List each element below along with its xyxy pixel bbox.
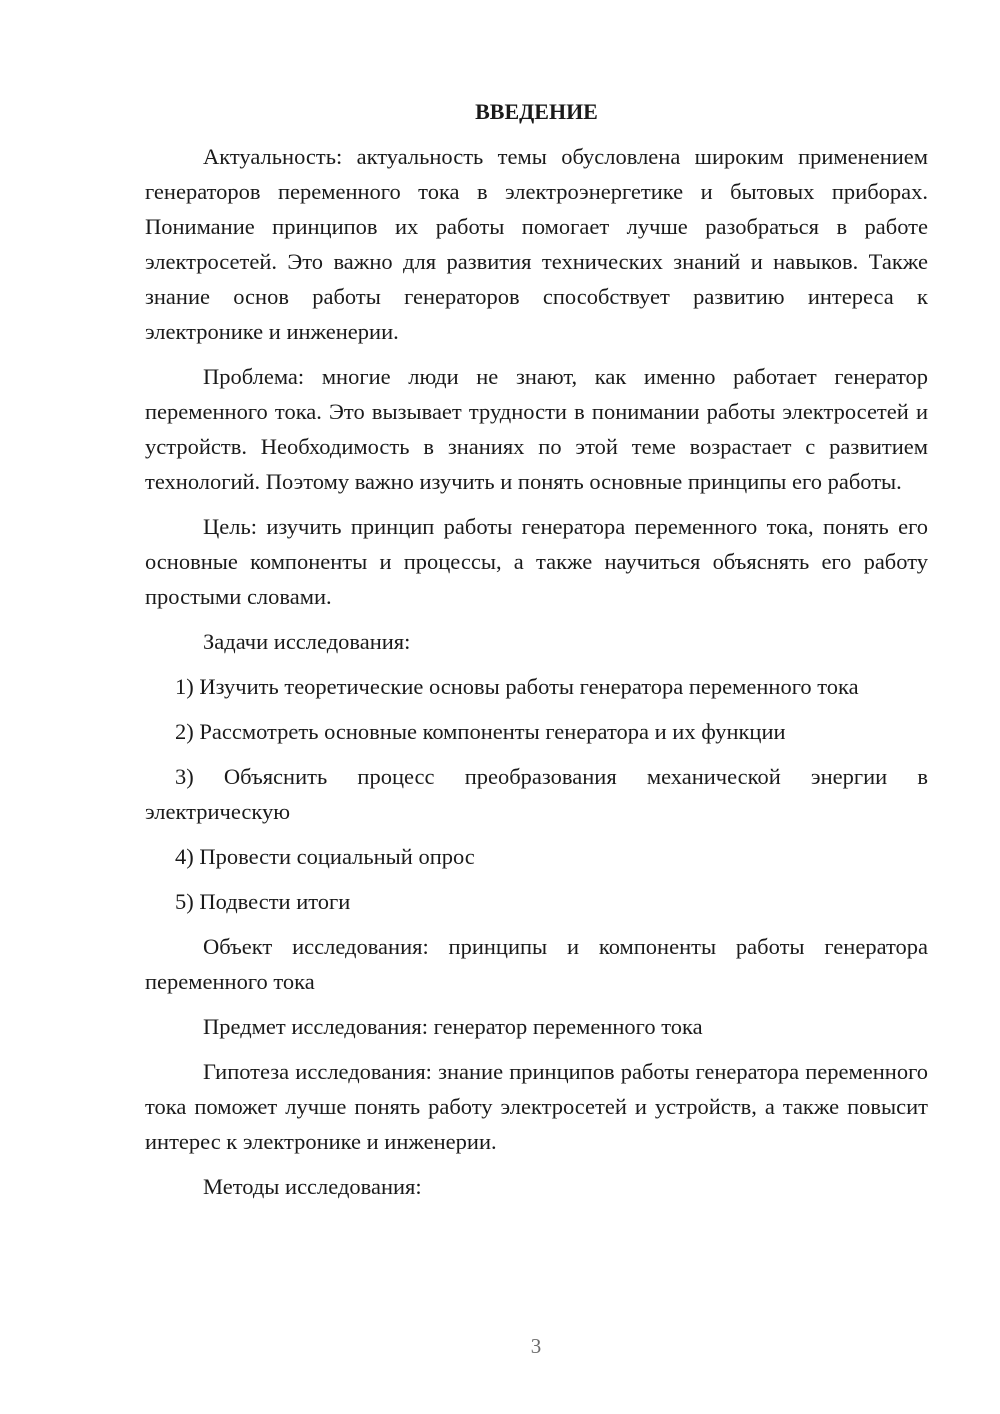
page-title: ВВЕДЕНИЕ: [475, 99, 598, 124]
tasks-heading: Задачи исследования:: [203, 629, 411, 654]
task-item-5: 5) Подвести итоги: [175, 889, 351, 914]
task-item-3: 3) Объяснить процесс преобразования механической энергии в электрическую: [145, 764, 928, 824]
document-page: [145, 94, 928, 1214]
task-item-2: 2) Рассмотреть основные компоненты генератора и их функции: [175, 719, 786, 744]
problem-paragraph: Проблема: многие люди не знают, как именно работает генератор переменного тока. Это вызывает трудности в понимании работы электросетей и устройств. Необходимость в знаниях по этой теме возрастает с развитием технологий. Поэтому важно изучить и понять основные принципы его работы.: [145, 364, 928, 494]
task-item-1: 1) Изучить теоретические основы работы генератора переменного тока: [175, 674, 859, 699]
page-number: 3: [530, 1334, 542, 1358]
object-paragraph: Объект исследования: принципы и компоненты работы генератора переменного тока: [145, 934, 928, 994]
subject-paragraph: Предмет исследования: генератор переменного тока: [203, 1014, 703, 1039]
tasks-list: [145, 669, 928, 919]
goal-paragraph: Цель: изучить принцип работы генератора переменного тока, понять его основные компоненты и процессы, а также научиться объяснять его работу простыми словами.: [145, 514, 928, 609]
task-item-4: 4) Провести социальный опрос: [175, 844, 475, 869]
relevance-paragraph: Актуальность: актуальность темы обусловлена широким применением генераторов переменного тока в электроэнергетике и бытовых приборах. Понимание принципов их работы помогает лучше разобраться в работе электросетей. Это важно для развития технических знаний и навыков. Также знание основ работы генераторов способствует развитию интереса к электронике и инженерии.: [145, 144, 928, 344]
hypothesis-paragraph: Гипотеза исследования: знание принципов работы генератора переменного тока поможет лучше понять работу электросетей и устройств, а также повысит интерес к электронике и инженерии.: [145, 1059, 928, 1154]
methods-heading: Методы исследования:: [203, 1174, 422, 1199]
